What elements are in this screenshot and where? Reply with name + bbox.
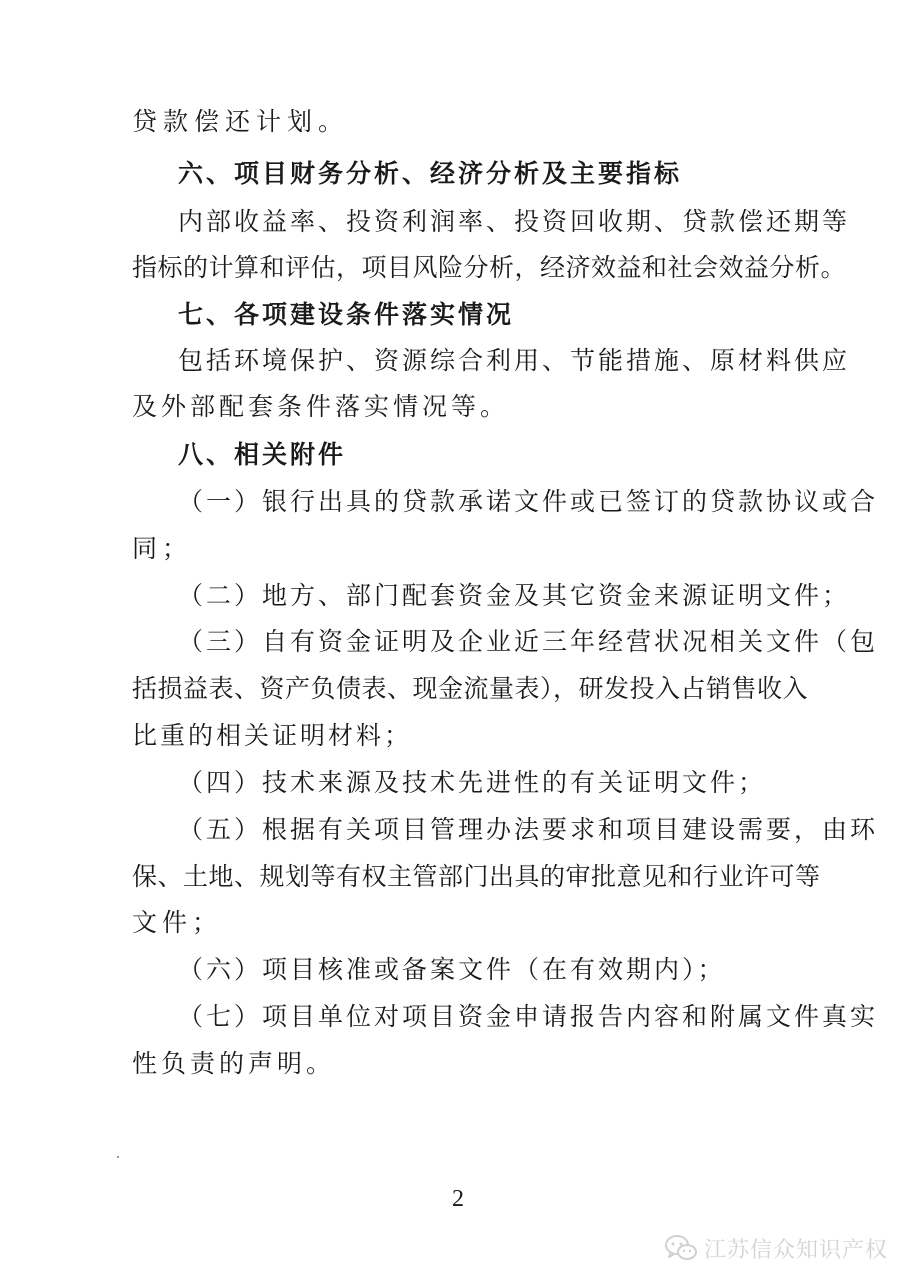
paragraph-line: 内部收益率、投资利润率、投资回收期、贷款偿还期等 xyxy=(178,207,851,236)
watermark xyxy=(664,1230,888,1266)
paragraph-line: （六）项目核准或备案文件（在有效期内）； xyxy=(178,955,726,984)
paragraph-line: 括损益表、资产负债表、现金流量表），研发投入占销售收入 xyxy=(132,674,809,703)
paragraph-line: （五）根据有关项目管理办法要求和项目建设需要，由环 xyxy=(178,815,879,844)
watermark-text: 江苏信众知识产权 xyxy=(704,1237,889,1263)
paragraph-line: 同； xyxy=(132,534,193,563)
paragraph-line: 比重的相关证明材料； xyxy=(132,721,413,750)
paragraph-line: 性负责的声明。 xyxy=(132,1049,336,1078)
paragraph-line: 指标的计算和评估，项目风险分析，经济效益和社会效益分析。 xyxy=(132,253,847,282)
paragraph-line: 包括环境保护、资源综合利用、节能措施、原材料供应 xyxy=(178,346,851,375)
scan-speck xyxy=(117,1156,119,1158)
page-number: 2 xyxy=(452,1186,464,1212)
paragraph-line: （二）地方、部门配套资金及其它资金来源证明文件； xyxy=(178,581,851,610)
paragraph-line: （七）项目单位对项目资金申请报告内容和附属文件真实 xyxy=(178,1002,879,1031)
paragraph-line: （一）银行出具的贷款承诺文件或已签订的贷款协议或合 xyxy=(178,487,879,516)
paragraph-line: （三）自有资金证明及企业近三年经营状况相关文件（包 xyxy=(178,627,879,656)
paragraph-line: （四）技术来源及技术先进性的有关证明文件； xyxy=(178,768,767,797)
section-heading-6: 六、项目财务分析、经济分析及主要指标 xyxy=(178,159,683,188)
paragraph-line: 及外部配套条件落实情况等。 xyxy=(132,392,510,421)
paragraph-line: 文件； xyxy=(132,908,223,937)
section-heading-7: 七、各项建设条件落实情况 xyxy=(178,300,515,329)
paragraph-line: 保、土地、规划等有权主管部门出具的审批意见和行业许可等 xyxy=(132,862,821,891)
paragraph-line: 贷款偿还计划。 xyxy=(132,107,350,136)
wechat-icon xyxy=(664,1233,698,1263)
section-heading-8: 八、相关附件 xyxy=(178,440,347,469)
